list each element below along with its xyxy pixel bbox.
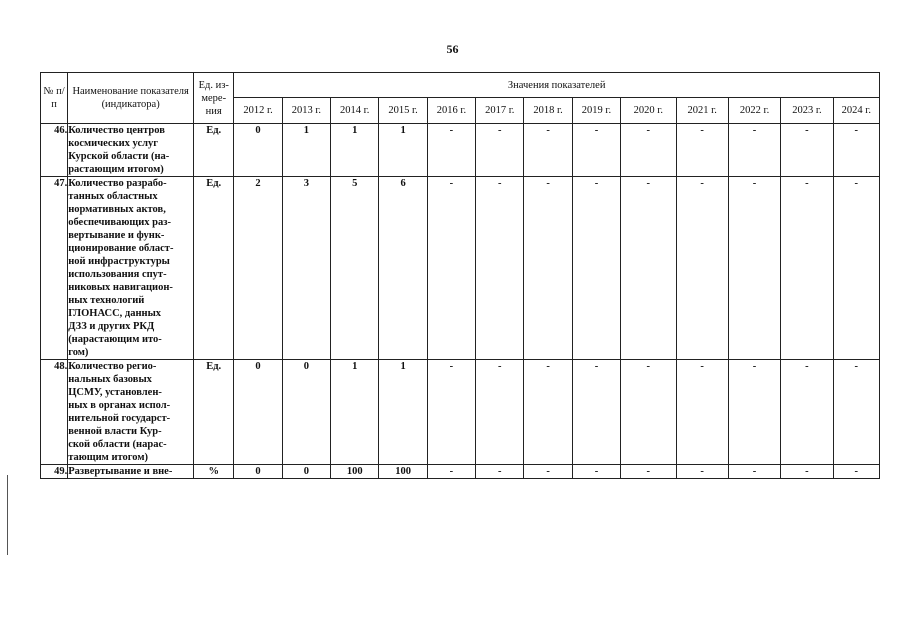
value-cell: 0 (234, 465, 282, 479)
value-cell: - (621, 465, 676, 479)
value-cell: - (833, 465, 879, 479)
year-header: 2024 г. (833, 98, 879, 124)
indicator-name-line: ных технологий (68, 295, 145, 306)
indicator-name-line: вертывание и функ- (68, 230, 165, 241)
indicator-name-line: космических услуг (68, 138, 159, 149)
value-cell: - (524, 177, 572, 360)
table-row (41, 465, 880, 479)
year-header: 2012 г. (234, 98, 282, 124)
value-cell: - (676, 465, 728, 479)
year-header: 2015 г. (379, 98, 427, 124)
value-cell: - (476, 360, 524, 465)
indicator-name (68, 465, 194, 479)
indicator-name-line: использования спут- (68, 269, 167, 280)
value-cell: 1 (331, 124, 379, 177)
header-number: № п/п (41, 73, 68, 124)
indicator-name-line: ционирование област- (68, 243, 174, 254)
indicator-name-line: тающим итогом) (68, 452, 148, 463)
header-indicator-name: Наименование показателя (индикатора) (68, 73, 194, 124)
value-cell: 1 (282, 124, 330, 177)
row-number: 46. (41, 124, 68, 177)
value-cell: - (621, 124, 676, 177)
indicator-name (68, 177, 194, 360)
value-cell: - (728, 124, 780, 177)
value-cell: - (476, 124, 524, 177)
table-row (41, 360, 880, 465)
value-cell: - (427, 465, 475, 479)
year-header: 2023 г. (781, 98, 833, 124)
unit-cell: Ед. (194, 124, 234, 177)
year-header: 2021 г. (676, 98, 728, 124)
value-cell: - (572, 177, 620, 360)
header-unit: Ед. из-мере-ния (194, 73, 234, 124)
year-header: 2019 г. (572, 98, 620, 124)
value-cell: 1 (379, 124, 427, 177)
value-cell: 100 (331, 465, 379, 479)
value-cell: - (833, 360, 879, 465)
year-header: 2014 г. (331, 98, 379, 124)
value-cell: 1 (331, 360, 379, 465)
row-number: 49. (41, 465, 68, 479)
year-header: 2020 г. (621, 98, 676, 124)
value-cell: - (572, 465, 620, 479)
indicator-name-line: ской области (нарас- (68, 439, 167, 450)
page-number: 56 (446, 42, 459, 56)
value-cell: 5 (331, 177, 379, 360)
value-cell: - (524, 124, 572, 177)
value-cell: - (427, 360, 475, 465)
table-row (41, 177, 880, 360)
value-cell: 3 (282, 177, 330, 360)
value-cell: 6 (379, 177, 427, 360)
indicator-name-line: обеспечивающих раз- (68, 217, 171, 228)
row-number: 47. (41, 177, 68, 360)
indicator-name-line: нормативных актов, (68, 204, 166, 215)
value-cell: - (676, 177, 728, 360)
value-cell: - (524, 360, 572, 465)
indicators-table (40, 72, 880, 479)
value-cell: - (833, 177, 879, 360)
value-cell: - (621, 360, 676, 465)
indicator-name-line: растающим итогом) (68, 164, 164, 175)
indicator-name-line: Количество регио- (68, 361, 157, 372)
value-cell: - (781, 360, 833, 465)
indicator-name-line: гом) (68, 347, 89, 358)
value-cell: - (676, 360, 728, 465)
indicator-name-line: ной инфраструктуры (68, 256, 170, 267)
value-cell: - (833, 124, 879, 177)
value-cell: - (427, 124, 475, 177)
value-cell: - (728, 465, 780, 479)
value-cell: - (676, 124, 728, 177)
indicator-name-line: Развертывание и вне- (68, 466, 173, 477)
value-cell: - (476, 465, 524, 479)
row-number: 48. (41, 360, 68, 465)
indicator-name-line: (нарастающим ито- (68, 334, 162, 345)
value-cell: - (524, 465, 572, 479)
value-cell: 0 (234, 124, 282, 177)
header-values: Значения показателей (234, 73, 880, 98)
indicator-name-line: Количество центров (68, 125, 165, 136)
value-cell: - (728, 360, 780, 465)
value-cell: - (621, 177, 676, 360)
value-cell: 0 (282, 465, 330, 479)
year-header: 2013 г. (282, 98, 330, 124)
year-header: 2018 г. (524, 98, 572, 124)
value-cell: 1 (379, 360, 427, 465)
value-cell: - (781, 124, 833, 177)
value-cell: - (572, 360, 620, 465)
value-cell: 2 (234, 177, 282, 360)
unit-cell: Ед. (194, 360, 234, 465)
value-cell: 0 (234, 360, 282, 465)
table-body (41, 124, 880, 479)
value-cell: - (427, 177, 475, 360)
indicator-name (68, 124, 194, 177)
table-row (41, 124, 880, 177)
indicator-name-line: никовых навигацион- (68, 282, 173, 293)
unit-cell: Ед. (194, 177, 234, 360)
value-cell: 100 (379, 465, 427, 479)
value-cell: - (781, 177, 833, 360)
indicator-name-line: нительной государст- (68, 413, 171, 424)
year-header: 2016 г. (427, 98, 475, 124)
indicator-name-line: Курской области (на- (68, 151, 170, 162)
year-header: 2017 г. (476, 98, 524, 124)
value-cell: - (728, 177, 780, 360)
indicator-name-line: ных в органах испол- (68, 400, 171, 411)
value-cell: 0 (282, 360, 330, 465)
year-header: 2022 г. (728, 98, 780, 124)
indicator-name (68, 360, 194, 465)
indicator-name-line: Количество разрабо- (68, 178, 167, 189)
value-cell: - (781, 465, 833, 479)
indicator-name-line: нальных базовых (68, 374, 152, 385)
indicator-name-line: ДЗЗ и других РКД (68, 321, 155, 332)
indicator-name-line: ГЛОНАСС, данных (68, 308, 162, 319)
unit-cell: % (194, 465, 234, 479)
indicator-name-line: ЦСМУ, установлен- (68, 387, 162, 398)
indicator-name-line: венной власти Кур- (68, 426, 162, 437)
scan-margin-line (7, 475, 8, 555)
value-cell: - (476, 177, 524, 360)
value-cell: - (572, 124, 620, 177)
indicator-name-line: танных областных (68, 191, 158, 202)
